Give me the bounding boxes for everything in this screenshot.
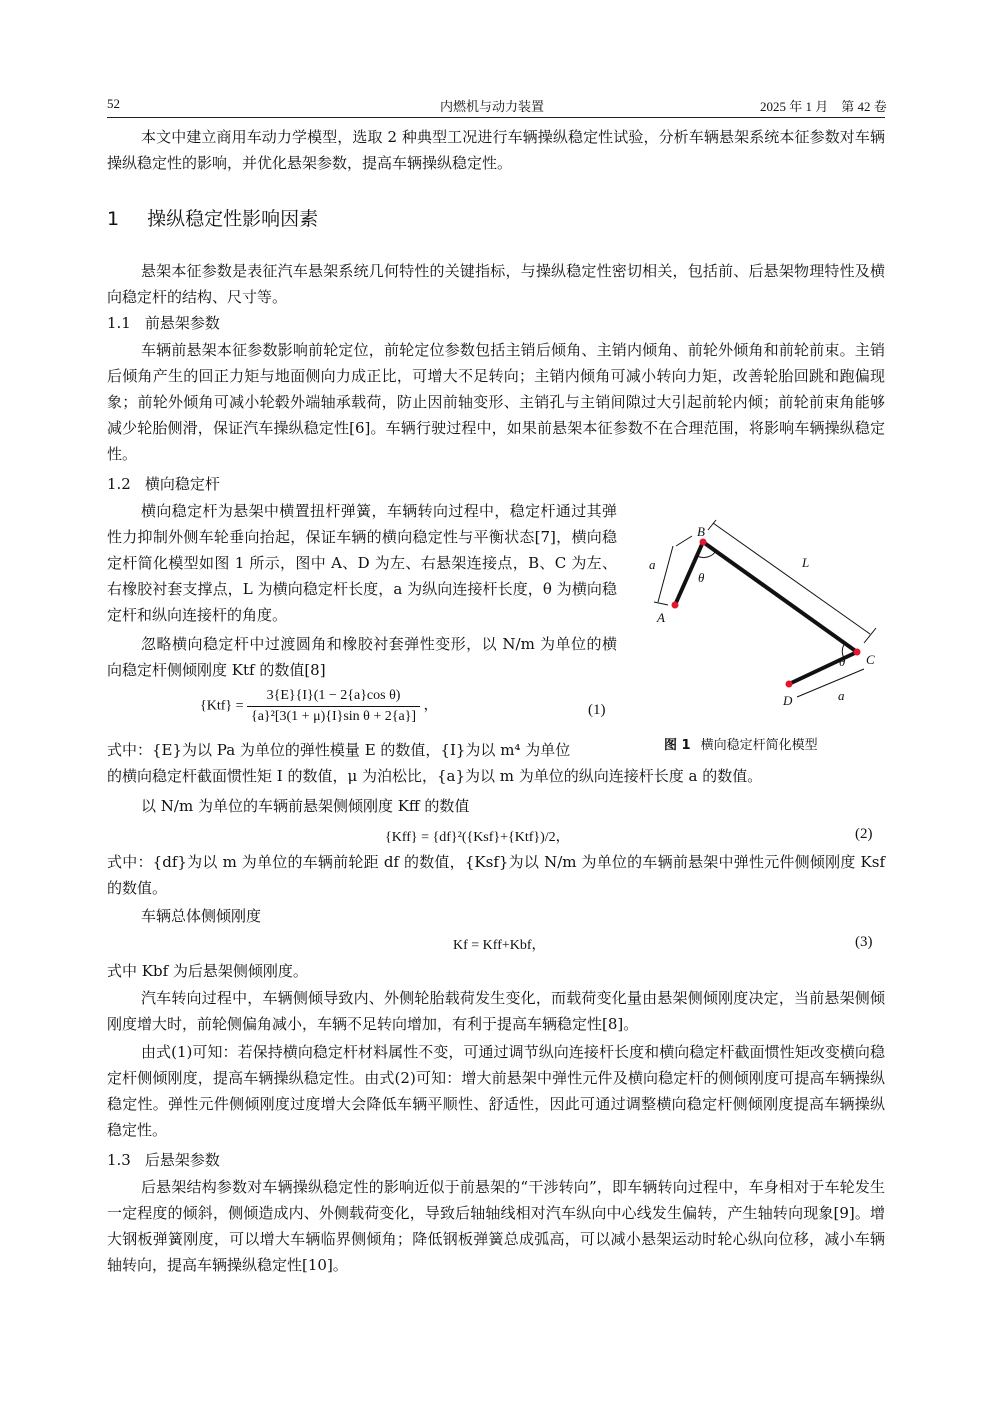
label-theta-left: θ <box>698 570 705 585</box>
equation-3-where: 式中 Kbf 为后悬架侧倾刚度。 <box>107 962 308 980</box>
section-heading <box>107 204 318 231</box>
label-C: C <box>866 652 875 667</box>
equation-2: {Kff} = {df}²({Ksf}+{Ktf})/2， <box>385 830 570 845</box>
label-a-right: a <box>838 688 845 703</box>
section-intro: 悬架本征参数是表征汽车悬架系统几何特性的关键指标，与操纵稳定性密切相关，包括前、后悬架物理特性及横向稳定杆的结构、尺寸等。 <box>107 262 885 306</box>
equation-1-where-b: 的横向稳定杆截面惯性矩 I 的数值，μ 为泊松比，{a}为以 m 为单位的纵向连接杆长度 a 的数值。 <box>107 767 763 785</box>
intro-paragraph: 本文中建立商用车动力学模型，选取 2 种典型工况进行车辆操纵稳定性试验，分析车辆悬架系统本征参数对车辆操纵稳定性的影响，并优化悬架参数，提高车辆操纵稳定性。 <box>107 128 885 172</box>
subsection-number: 1.3 <box>107 1151 131 1169</box>
equation-numerator: 3{E}{I}(1 − 2{a}cos θ) <box>247 688 420 707</box>
label-D: D <box>783 693 793 708</box>
extension-line <box>676 536 692 546</box>
point-C <box>854 649 861 656</box>
stabilizer-paragraph-2: 忽略横向稳定杆中过渡圆角和橡胶衬套弹性变形，以 N/m 为单位的横向稳定杆侧倾刚度 Ktf 的数值[8] <box>107 635 617 679</box>
conclusion-paragraph: 由式(1)可知：若保持横向稳定杆材料属性不变，可通过调节纵向连接杆长度和横向稳定杆截面惯性矩改变横向稳定杆侧倾刚度，提高车辆操纵稳定性。由式(2)可知：增大前悬架中弹性元件及横向稳定杆的侧倾刚度可提高车辆操纵稳定性。弹性元件侧倾刚度过度增大会降低车辆平顺性、舒适性，因此可通过调整横向稳定杆侧倾刚度提高车辆操纵稳定性。 <box>107 1043 885 1139</box>
extension-line <box>864 628 876 643</box>
stabilizer-paragraph-1: 横向稳定杆为悬架中横置扭杆弹簧，车辆转向过程中，稳定杆通过其弹性力抑制外侧车轮垂向抬起，保证车辆的横向稳定性与平衡状态[7]，横向稳定杆简化模型如图 1 所示，图中 A、D 为左、右悬架连接点，B、C 为左、右橡胶衬套支撑点，L 为横向稳定杆长度，a 为纵向连接杆长度，θ 为横向稳定杆和纵向连接杆的角度。 <box>107 502 617 624</box>
subsection-heading-1-2 <box>107 474 220 494</box>
equation-lhs: {Ktf} = <box>200 698 244 714</box>
figure-number: 图 1 <box>664 738 691 753</box>
header-rule <box>107 117 885 118</box>
label-L: L <box>802 555 810 570</box>
section-number: 1 <box>107 208 120 230</box>
stabilizer-bar-diagram <box>640 510 890 720</box>
stabilizer-bar <box>703 542 857 652</box>
extension-line <box>654 602 668 605</box>
dimension-line-a-left <box>658 546 673 602</box>
dimension-line-L <box>713 523 870 634</box>
subsection-number: 1.2 <box>107 475 131 493</box>
subsection-title: 后悬架参数 <box>144 1151 220 1169</box>
point-A <box>672 602 679 609</box>
subsection-heading-1-3 <box>107 1150 220 1170</box>
right-link-bar <box>789 652 857 684</box>
label-theta-right: θ <box>839 654 846 669</box>
front-suspension-paragraph: 车辆前悬架本征参数影响前轮定位，前轮定位参数包括主销后倾角、主销内倾角、前轮外倾角和前轮前束。主销后倾角产生的回正力矩与地面侧向力成正比，可增大不足转向；主销内倾角可减小转向力矩，改善轮胎回跳和跑偏现象；前轮外倾角可减小轮毂外端轴承载荷，防止因前轴变形、主销孔与主销间隙过大引起前轮内倾；前轮前束角能够减少轮胎侧滑，保证汽车操纵稳定性[6]。车辆行驶过程中，如果前悬架本征参数不在合理范围，将影响车辆操纵稳定性。 <box>107 341 885 463</box>
equation-1-where-a: 式中：{E}为以 Pa 为单位的弹性模量 E 的数值，{I}为以 m⁴ 为单位 <box>107 741 571 759</box>
subsection-heading-1-1 <box>107 313 220 333</box>
label-A: A <box>657 610 665 625</box>
figure-caption <box>664 734 818 753</box>
front-roll-stiffness-intro: 以 N/m 为单位的车辆前悬架侧倾刚度 Kff 的数值 <box>141 797 470 815</box>
subsection-title: 前悬架参数 <box>144 314 220 332</box>
dimension-line-a-right <box>797 669 864 697</box>
issue-info: 2025 年 1 月 第 42 卷 <box>760 99 887 114</box>
equation-number-2: (2) <box>855 826 873 842</box>
equation-number-1: (1) <box>588 702 606 718</box>
equation-denominator: {a}²[3(1 + μ){I}sin θ + 2{a}] <box>251 709 417 724</box>
equation-2-where: 式中：{df}为以 m 为单位的车辆前轮距 df 的数值，{Ksf}为以 N/m 为单位的车辆前悬架中弹性元件侧倾刚度 Ksf 的数值。 <box>107 853 885 897</box>
point-D <box>786 681 793 688</box>
subsection-number: 1.1 <box>107 314 131 332</box>
equation-1 <box>200 688 438 725</box>
subsection-title: 横向稳定杆 <box>144 475 220 493</box>
equation-fraction <box>247 688 420 725</box>
equation-number-3: (3) <box>855 934 873 950</box>
journal-title: 内燃机与动力装置 <box>440 99 545 114</box>
equation-punctuation: ， <box>423 698 438 714</box>
rear-suspension-paragraph: 后悬架结构参数对车辆操纵稳定性的影响近似于前悬架的“干涉转向”，即车辆转向过程中，车身相对于车轮发生一定程度的倾斜，侧倾造成内、外侧载荷变化，导致后轴轴线相对汽车纵向中心线发生偏转，产生轴转向现象[9]。增大钢板弹簧刚度，可以增大车辆临界侧倾角；降低钢板弹簧总成弧高，可以减小悬架运动时轮心纵向位移，减小车辆轴转向，提高车辆操纵稳定性[10]。 <box>107 1178 885 1274</box>
total-roll-stiffness-intro: 车辆总体侧倾刚度 <box>141 907 262 925</box>
label-B: B <box>697 524 705 539</box>
equation-3: Kf = Kff+Kbf， <box>453 938 546 953</box>
extension-line <box>708 520 716 530</box>
point-B <box>700 539 707 546</box>
roll-effect-paragraph: 汽车转向过程中，车辆侧倾导致内、外侧轮胎载荷发生变化，而载荷变化量由悬架侧倾刚度决定，当前悬架侧倾刚度增大时，前轮侧偏角减小，车辆不足转向增加，有利于提高车辆稳定性[8]。 <box>107 989 885 1033</box>
page-number: 52 <box>107 96 120 111</box>
label-a-left: a <box>649 557 656 572</box>
section-title: 操纵稳定性影响因素 <box>147 208 319 230</box>
figure-caption-text: 横向稳定杆简化模型 <box>700 738 818 753</box>
